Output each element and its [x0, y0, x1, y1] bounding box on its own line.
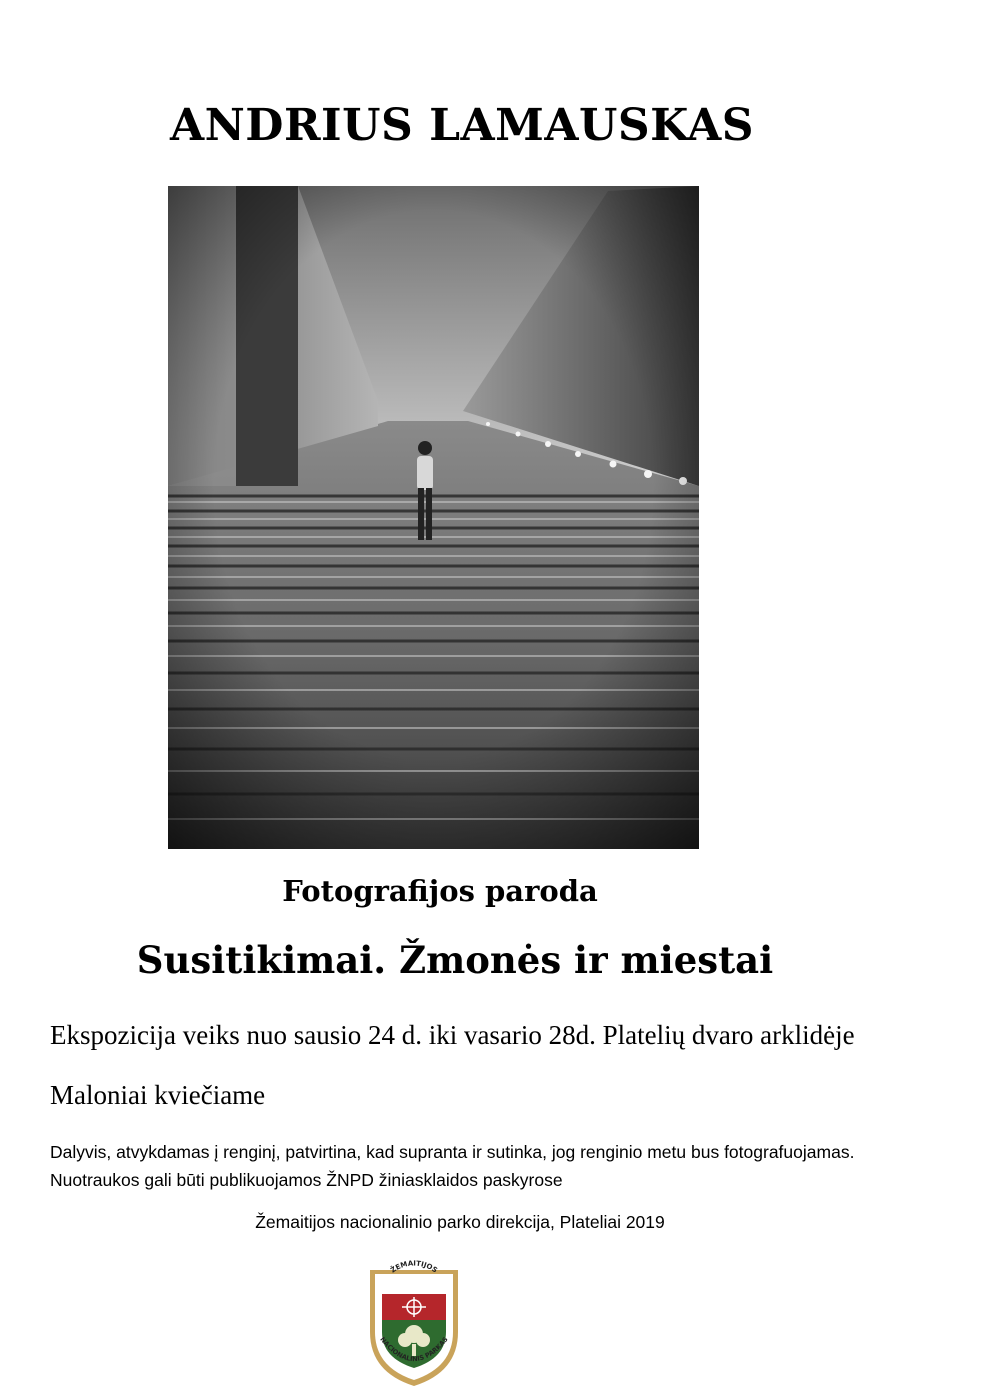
- organizer-footer: Žemaitijos nacionalinio parko direkcija, Plateliai 2019: [255, 1212, 665, 1232]
- notice-line-2: Nuotraukos gali būti publikuojamos ŽNPD žiniasklaidos paskyrose: [50, 1170, 563, 1190]
- national-park-logo: [366, 1260, 462, 1388]
- exhibition-title: Susitikimai. Žmonės ir miestai: [136, 938, 774, 982]
- photo-notice: [50, 1138, 950, 1194]
- logo-top-text: ŽEMAITIJOS: [389, 1260, 439, 1275]
- exhibition-subtitle: Fotografijos paroda: [282, 874, 598, 908]
- welcome-text: Maloniai kviečiame: [50, 1080, 266, 1110]
- park-emblem-icon: [366, 1260, 462, 1388]
- exhibition-info: Ekspozicija veiks nuo sausio 24 d. iki vasario 28d. Platelių dvaro arklidėje: [50, 1020, 855, 1050]
- author-name: ANDRIUS LAMAUSKAS: [169, 100, 755, 151]
- exhibition-photo: [168, 186, 699, 849]
- staircase-photo-image: [168, 186, 699, 849]
- notice-line-1: Dalyvis, atvykdamas į renginį, patvirtina, kad supranta ir sutinka, jog renginio metu bus fotografuojamas.: [50, 1142, 855, 1162]
- logo-bottom-text: NACIONALINIS PARKAS: [378, 1335, 450, 1364]
